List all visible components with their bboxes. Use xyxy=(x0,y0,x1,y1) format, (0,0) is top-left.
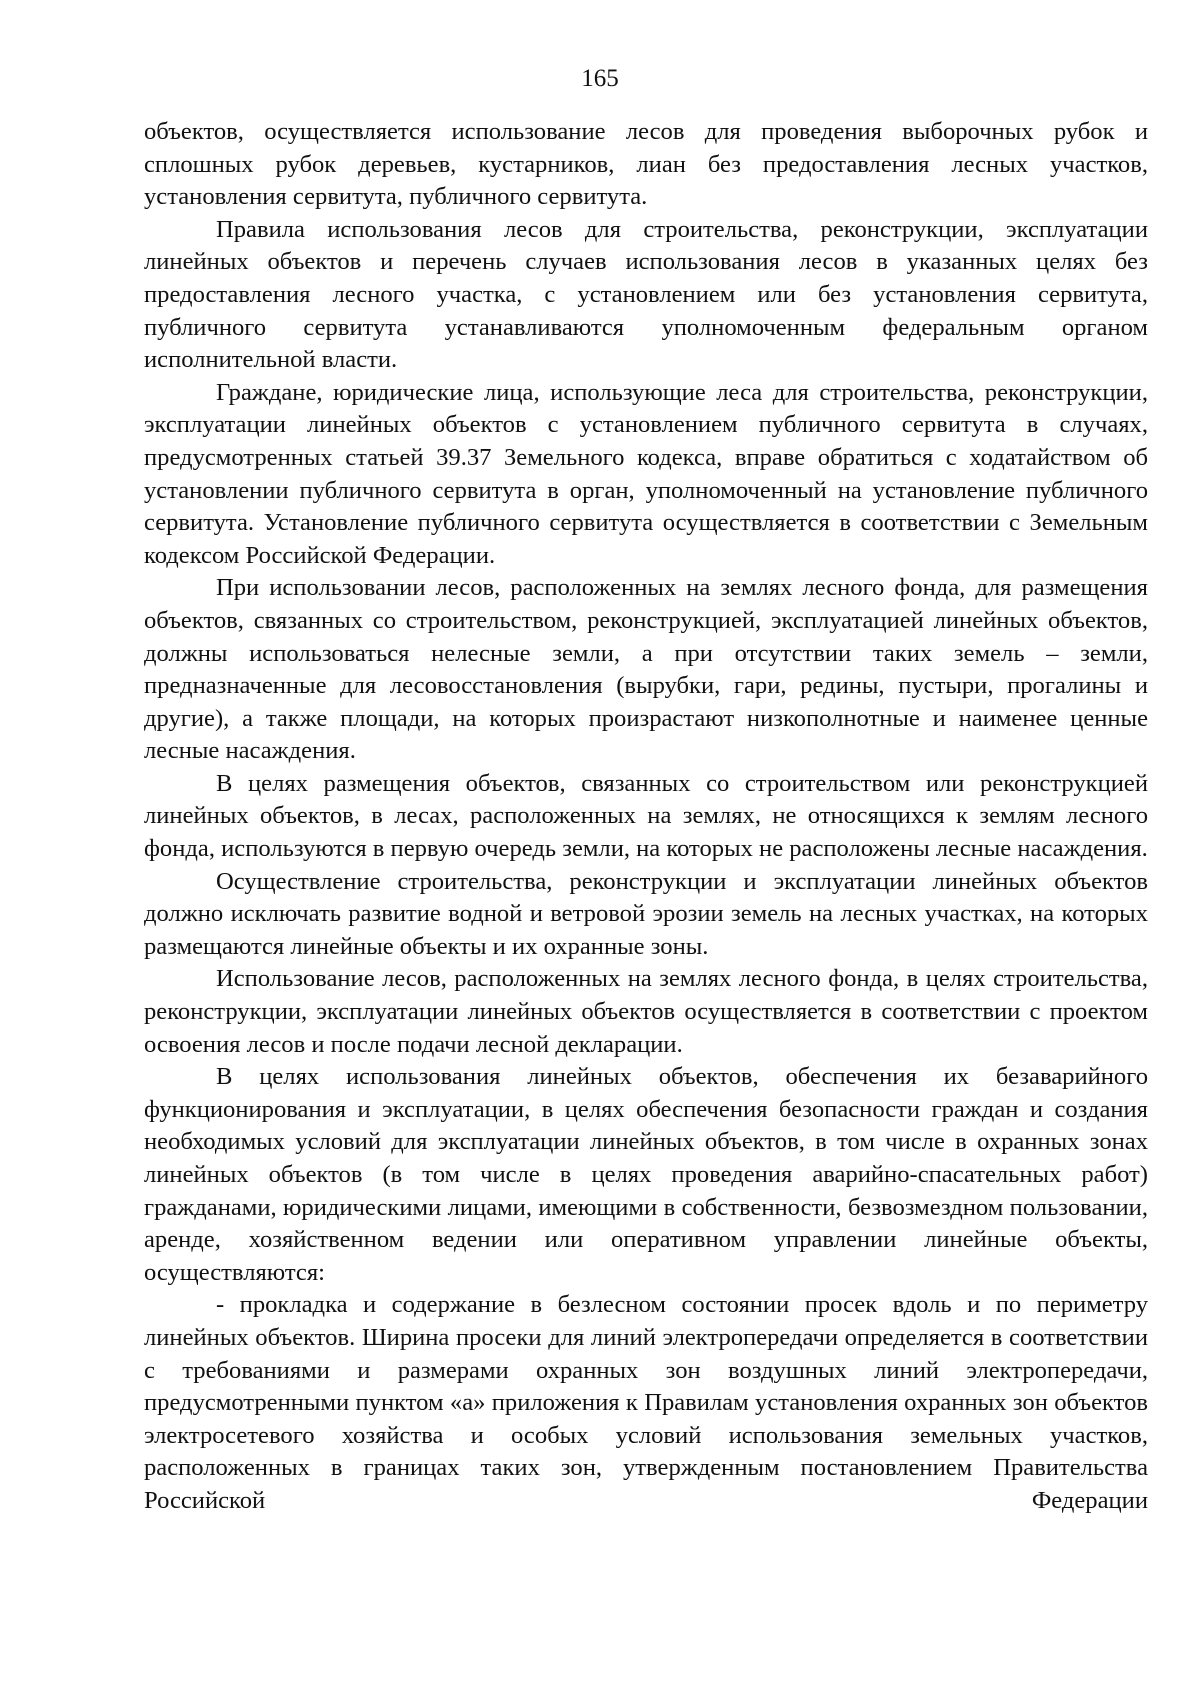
body-text xyxy=(144,116,1148,1518)
paragraph: Осуществление строительства, реконструкции и эксплуатации линейных объектов должно исключать развитие водной и ветровой эрозии земель на лесных участках, на которых размещаются линейные объекты и их охранные зоны. xyxy=(144,867,1148,960)
page-number: 165 xyxy=(581,65,619,92)
paragraph: Использование лесов, расположенных на землях лесного фонда, в целях строительства, реконструкции, эксплуатации линейных объектов осуществляется в соответствии с проектом освоения лесов и после подачи лесной декларации. xyxy=(144,965,1148,1058)
paragraph: Граждане, юридические лица, использующие леса для строительства, реконструкции, эксплуатации линейных объектов с установлением публичного сервитута в случаях, предусмотренных статьей 39.37 Земельного кодекса, вправе обратиться с ходатайством об установлении публичного сервитута в орган, уполномоченный на установление публичного сервитута. Установление публичного сервитута осуществляется в соответствии с Земельным кодексом Российской Федерации. xyxy=(144,378,1148,569)
paragraph: В целях размещения объектов, связанных со строительством или реконструкцией линейных объектов, в лесах, расположенных на землях, не относящихся к землям лесного фонда, используются в первую очередь земли, на которых не расположены лесные насаждения. xyxy=(144,769,1148,863)
list-item-paragraph: - прокладка и содержание в безлесном состоянии просек вдоль и по периметру линейных объектов. Ширина просеки для линий электропередачи определяется в соответствии с требованиями и размерами охранных зон воздушных линий электропередачи, предусмотренными пунктом «а» приложения к Правилам установления охранных зон объектов электросетевого хозяйства и особых условий использования земельных участков, расположенных в границах таких зон, утвержденным постановлением Правительства Российской Федерации xyxy=(144,1291,1148,1514)
paragraph: Правила использования лесов для строительства, реконструкции, эксплуатации линейных объектов и перечень случаев использования лесов в указанных целях без предоставления лесного участка, с установлением или без установления сервитута, публичного сервитута устанавливаются уполномоченным федеральным органом исполнительной власти. xyxy=(144,215,1148,374)
paragraph: объектов, осуществляется использование лесов для проведения выборочных рубок и сплошных рубок деревьев, кустарников, лиан без предоставления лесных участков, установления сервитута, публичного сервитута. xyxy=(144,118,1148,211)
paragraph: При использовании лесов, расположенных на землях лесного фонда, для размещения объектов, связанных со строительством, реконструкцией, эксплуатацией линейных объектов, должны использоваться нелесные земли, а при отсутствии таких земель – земли, предназначенные для лесовосстановления (вырубки, гари, редины, пустыри, прогалины и другие), а также площади, на которых произрастают низкополнотные и наименее ценные лесные насаждения. xyxy=(144,574,1148,765)
paragraph: В целях использования линейных объектов, обеспечения их безаварийного функционирования и эксплуатации, в целях обеспечения безопасности граждан и создания необходимых условий для эксплуатации линейных объектов, в том числе в охранных зонах линейных объектов (в том числе в целях проведения аварийно-спасательных работ) гражданами, юридическими лицами, имеющими в собственности, безвозмездном пользовании, аренде, хозяйственном ведении или оперативном управлении линейные объекты, осуществляются: xyxy=(144,1063,1148,1286)
